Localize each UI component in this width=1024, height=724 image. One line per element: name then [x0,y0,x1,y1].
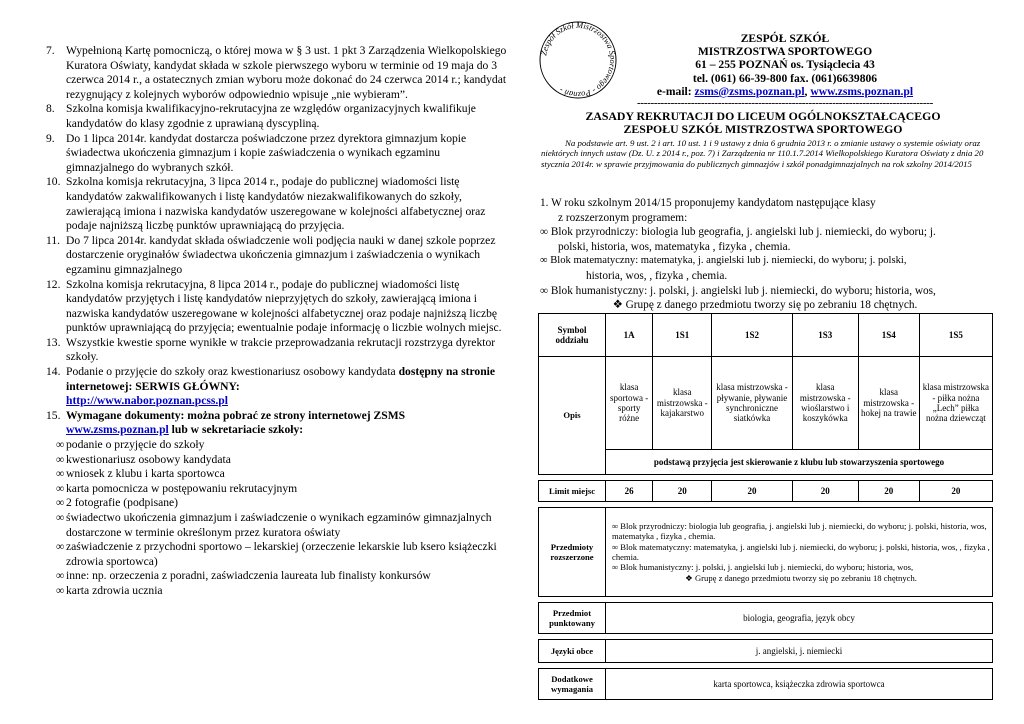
rules-list [38,44,508,365]
school-name-1: ZESPÓŁ SZKÓŁ [740,32,830,45]
requirements: karta sportowca, książeczka zdrowia sportowca [606,669,993,700]
nabor-link[interactable]: http://www.nabor.poznan.pcss.pl [66,394,228,408]
admission-basis: podstawą przyjęcia jest skierowanie z klubu lub stowarzyszenia sportowego [606,450,993,475]
document-item: ∞ 2 fotografie (podpisane) [56,496,179,510]
table-row [539,314,993,357]
limit-value: 20 [919,481,992,502]
rule-text: Szkolna komisja kwalifikacyjno-rekrutacyjna ze względów organizacyjnych kwalifikuje kandydatów do klasy zgodnie z uprawianą dyscypliną. [66,102,476,130]
separator-dashes: ---------------------------------------------------------------------------------------- [637,97,933,109]
class-symbol: 1S5 [919,314,992,357]
svg-text:Zespół Szkół Mistrzostwa Sport: Zespół Szkół Mistrzostwa Sportowego - Poznań - [539,20,618,100]
rule-text: Wszystkie kwestie sporne wynikłe w trakcie przeprowadzania rekrutacji rozstrzyga dyrektor szkoły. [66,335,496,364]
class-description: klasa mistrzowska -kajakarstwo [653,357,712,450]
table-row [539,508,993,597]
class-symbol: 1S1 [653,314,712,357]
infinity-bullet-icon: ∞ [56,452,65,466]
scored-subjects: biologia, geografia, język obcy [606,603,993,634]
table-row [539,481,993,502]
rule-item: 13. Wszystkie kwestie sporne wynikłe w trakcie przeprowadzania rekrutacji rozstrzyga dyrektor szkoły. [46,335,496,364]
infinity-bullet-icon: ∞ [56,496,65,510]
document-item: ∞ zaświadczenie z przychodni sportowo – lekarskiej (orzeczenie lekarskie lub ksero książeczki zdrowia sportowca) [56,540,497,568]
class-symbol: 1A [606,314,653,357]
program-blocks [540,196,990,313]
school-header [620,32,950,98]
class-symbol: 1S4 [858,314,919,357]
table-row [539,603,993,634]
class-description: klasa mistrzowska - pływanie, pływanie synchroniczne siatkówka [712,357,792,450]
rule-item: 12. Szkolna komisja rekrutacyjna, 8 lipca 2014 r., podaje do publicznej wiadomości listę kandydatów przyjętych i listę kandydatów nieprzyjętych do szkoły, zawierającą imiona i nazwiska kandydatów uszeregowane w kolejności alfabetycznej oraz podaje najniższą liczbę punktów uprawniającą do przyjęcia; ewentualnie podaje informację o liczbie wolnych miejsc. [46,277,502,335]
legal-basis: Na podstawie art. 9 ust. 2 i art. 10 ust. 1 i 9 ustawy z dnia 6 grudnia 2013 r. o zmianie ustawy o systemie oświaty oraz niektórych innych ustaw (Dz. U. z 2014 r., poz. 7) i Zarządzenia nr 110.1.7.2014 Wielkopolskiego Kuratora Oświaty z dnia 20 stycznia 2014r. w sprawie przyjmowania do publicznych gimnazjów i szkół ponadgimnazjalnych na rok szkolny 2014/2015 [541,138,984,169]
zsms-link[interactable]: www.zsms.poznan.pl [66,423,169,437]
rule-15: 15. Wymagane dokumenty: można pobrać ze strony internetowej ZSMS www.zsms.poznan.pl lub w sekretariacie szkoły: [46,408,406,437]
documents-list [38,438,508,599]
rule-item: 8. Szkolna komisja kwalifikacyjno-rekrutacyjna ze względów organizacyjnych kwalifikuje kandydatów do klasy zgodnie z uprawianą dyscypliną. [46,102,476,130]
block-humanities: ∞ Blok humanistyczny: j. polski, j. angielski lub j. niemiecki, do wyboru; historia, wos, [540,284,936,297]
limit-value: 26 [606,481,653,502]
infinity-bullet-icon: ∞ [56,583,65,597]
class-description: klasa sportowa - sporty różne [606,357,653,450]
class-symbol: 1S3 [792,314,858,357]
document-item: ∞ karta zdrowia ucznia [56,583,163,597]
class-description: klasa mistrzowska - hokej na trawie [858,357,919,450]
school-phone: tel. (061) 66-39-800 fax. (061)6639806 [692,71,878,85]
block-math-1: ∞ Blok matematyczny: matematyka, j. angielski lub j. niemiecki, do wyboru; j. polski, [540,255,907,267]
class-symbol: 1S2 [712,314,792,357]
limit-value: 20 [653,481,712,502]
rule-text: Do 1 lipca 2014r. kandydat dostarcza poświadczone przez dyrektora gimnazjum kopie świadectwa ukończenia gimnazjum i kopie zaświadczenia o wynikach egzaminu gimnazjalnego do wybranych szkół. [66,131,467,174]
document-item: ∞ podanie o przyjęcie do szkoły [56,438,205,452]
rule-item: 9. Do 1 lipca 2014r. kandydat dostarcza poświadczone przez dyrektora gimnazjum kopie świadectwa ukończenia gimnazjum i kopie zaświadczenia o wynikach egzaminu gimnazjalnego do wybranych szkół. [46,131,467,174]
rule-14: 14. Podanie o przyjęcie do szkoły oraz kwestionariusz osobowy kandydata dostępny na stronie internetowej: SERWIS GŁÓWNY: http://www.nabor.poznan.pcss.pl [46,365,496,408]
class-description: klasa mistrzowska - wioślarstwo i koszykówka [792,357,858,450]
limit-label: Limit miejsc [539,481,606,502]
document-item: ∞ karta pomocnicza w postępowaniu rekrutacyjnym [56,481,298,495]
document-item: ∞ inne: np. orzeczenia z poradni, zaświadczenia laureata lub finalisty konkursów [56,569,431,583]
rule-text: Szkolna komisja rekrutacyjna, 3 lipca 2014 r., podaje do publicznej wiadomości listę kandydatów zakwalifikowanych i listę kandydatów niezakwalifikowanych do szkoły, zawierającą imiona i nazwiska kandydatów uszeregowane w kolejności alfabetycznej oraz podaje najniższą liczbę punktów uprawniającą do przyjęcia. [66,175,486,233]
class-description: klasa mistrzowska - piłka nożna „Lech” piłka nożna dziewcząt [919,357,992,450]
infinity-bullet-icon: ∞ [56,540,65,554]
rule-14-bold: dostępny na stronie internetowej: SERWIS GŁÓWNY: [66,365,496,393]
group-note: ❖ Grupę z danego przedmiotu tworzy się po zebraniu 18 chętnych. [612,299,918,312]
rule-14-text: Podanie o przyjęcie do szkoły oraz kwestionariusz osobowy kandydata [66,365,399,379]
rule-text: Do 7 lipca 2014r. kandydat składa oświadczenie woli podjęcia nauki w danej szkole poprzez dostarczenie oryginałów świadectwa ukończenia gimnazjum i zaświadczenia o wynikach egzaminu gimnazjalnego [66,233,496,276]
intro-line-1: 1. W roku szkolnym 2014/15 proponujemy kandydatom następujące klasy [540,197,876,209]
email-link[interactable]: zsms@zsms.poznan.pl [694,84,805,98]
school-contact: e-mail: zsms@zsms.poznan.pl, www.zsms.poznan.pl [656,84,914,98]
school-name-2: MISTRZOSTWA SPORTOWEGO [697,45,873,59]
block-math-2: historia, wos, , fizyka , chemia. [586,269,728,282]
website-link[interactable]: www.zsms.poznan.pl [810,84,914,98]
limit-value: 20 [858,481,919,502]
rule-item: 11. Do 7 lipca 2014r. kandydat składa oświadczenie woli podjęcia nauki w danej szkole poprzez dostarczenie oryginałów świadectwa ukończenia gimnazjum i zaświadczenia o wynikach egzaminu gimnazjalnego [46,233,496,276]
table-row [539,357,993,450]
school-address: 61 – 255 POZNAŃ os. Tysiąclecia 43 [695,58,875,72]
table-row [539,669,993,700]
requirements-label: Dodatkowe wymagania [539,669,606,700]
table-row [539,450,993,475]
opis-label: Opis [539,357,606,475]
rule-text: Wypełnioną Kartę pomocniczą, o której mowa w § 3 ust. 1 pkt 3 Zarządzenia Wielkopolskiego Kuratora Oświaty, kandydat składa w szkole pierwszego wyboru w terminie od 19 maja do 3 czerwca 2014 r., a ostatecznych zmian wyboru może dokonać do 24 czerwca 2014 r.; kandydat rezygnujący z kolejnych wyborów odpowiednio wpisuje „nie wybieram”. [66,44,507,101]
infinity-bullet-icon: ∞ [56,467,65,481]
left-column [38,44,508,599]
school-seal-logo [536,18,620,102]
languages-label: Języki obce [539,640,606,663]
document-item: ∞ wniosek z klubu i karta sportowca [56,467,225,481]
infinity-bullet-icon: ∞ [56,438,65,452]
scored-subject-label: Przedmiot punktowany [539,603,606,634]
symbol-label: Symbol oddziału [539,314,606,357]
document-item: ∞ kwestionariusz osobowy kandydata [56,452,231,466]
rule-item: 10. Szkolna komisja rekrutacyjna, 3 lipca 2014 r., podaje do publicznej wiadomości listę kandydatów zakwalifikowanych i listę kandydatów niezakwalifikowanych do szkoły, zawierającą imiona i nazwiska kandydatów uszeregowane w kolejności alfabetycznej oraz podaje najniższą liczbę punktów uprawniającą do przyjęcia. [46,175,486,233]
document-item: ∞ świadectwo ukończenia gimnazjum i zaświadczenie o wynikach egzaminów gimnazjalnych dostarczone w terminie określonym przez kuratora oświaty [56,511,492,539]
rule-item: 7. Wypełnioną Kartę pomocniczą, o której mowa w § 3 ust. 1 pkt 3 Zarządzenia Wielkopolskiego Kuratora Oświaty, kandydat składa w szkole pierwszego wyboru w terminie od 19 maja do 3 czerwca 2014 r., a ostatecznych zmian wyboru może dokonać do 24 czerwca 2014 r.; kandydat rezygnujący z kolejnych wyborów odpowiednio wpisuje „nie wybieram”. [46,44,507,101]
infinity-bullet-icon: ∞ [56,481,65,495]
rule-text: Szkolna komisja rekrutacyjna, 8 lipca 2014 r., podaje do publicznej wiadomości listę kandydatów przyjętych i listę kandydatów nieprzyjętych do szkoły, zawierającą imiona i nazwiska kandydatów uszeregowane w kolejności alfabetycznej oraz podaje najniższą liczbę punktów uprawniającą do przyjęcia; ewentualnie podaje informację o liczbie wolnych miejsc. [66,277,502,335]
infinity-bullet-icon: ∞ [56,569,65,583]
limit-value: 20 [712,481,792,502]
document-title: ZASADY REKRUTACJI DO LICEUM OGÓLNOKSZTAŁCĄCEGO ZESPOŁU SZKÓŁ MISTRZOSTWA SPORTOWEGO [585,109,941,136]
block-science-1: ∞ Blok przyrodniczy: biologia lub geografia, j. angielski lub j. niemiecki, do wyboru; j. [540,226,936,239]
rule-15-bold: Wymagane dokumenty: można pobrać ze strony internetowej ZSMS [66,408,406,422]
infinity-bullet-icon: ∞ [56,511,65,524]
classes-table [538,313,993,700]
intro-line-2: z rozszerzonym programem: [558,211,688,224]
extended-subjects-label: Przedmioty rozszerzone [539,508,606,597]
table-row [539,640,993,663]
languages: j. angielski, j. niemiecki [606,640,993,663]
limit-value: 20 [792,481,858,502]
extended-subjects: ∞ Blok przyrodniczy: biologia lub geografia, j. angielski lub j. niemiecki, do wyboru; j. polski, historia, wos, matematyka , fizyka , chemia. ∞ Blok matematyczny: matematyka, j. angielski lub j. niemiecki, do wyboru; j. polski, historia, wos, , fizyka , chemia. ∞ Blok humanistyczny: j. polski, j. angielski lub j. niemiecki, do wyboru; historia, wos, ❖ Grupę z danego przedmiotu tworzy się po zebraniu 18 chętnych. [606,508,993,597]
block-science-2: polski, historia, wos, matematyka , fizyka , chemia. [558,240,791,253]
